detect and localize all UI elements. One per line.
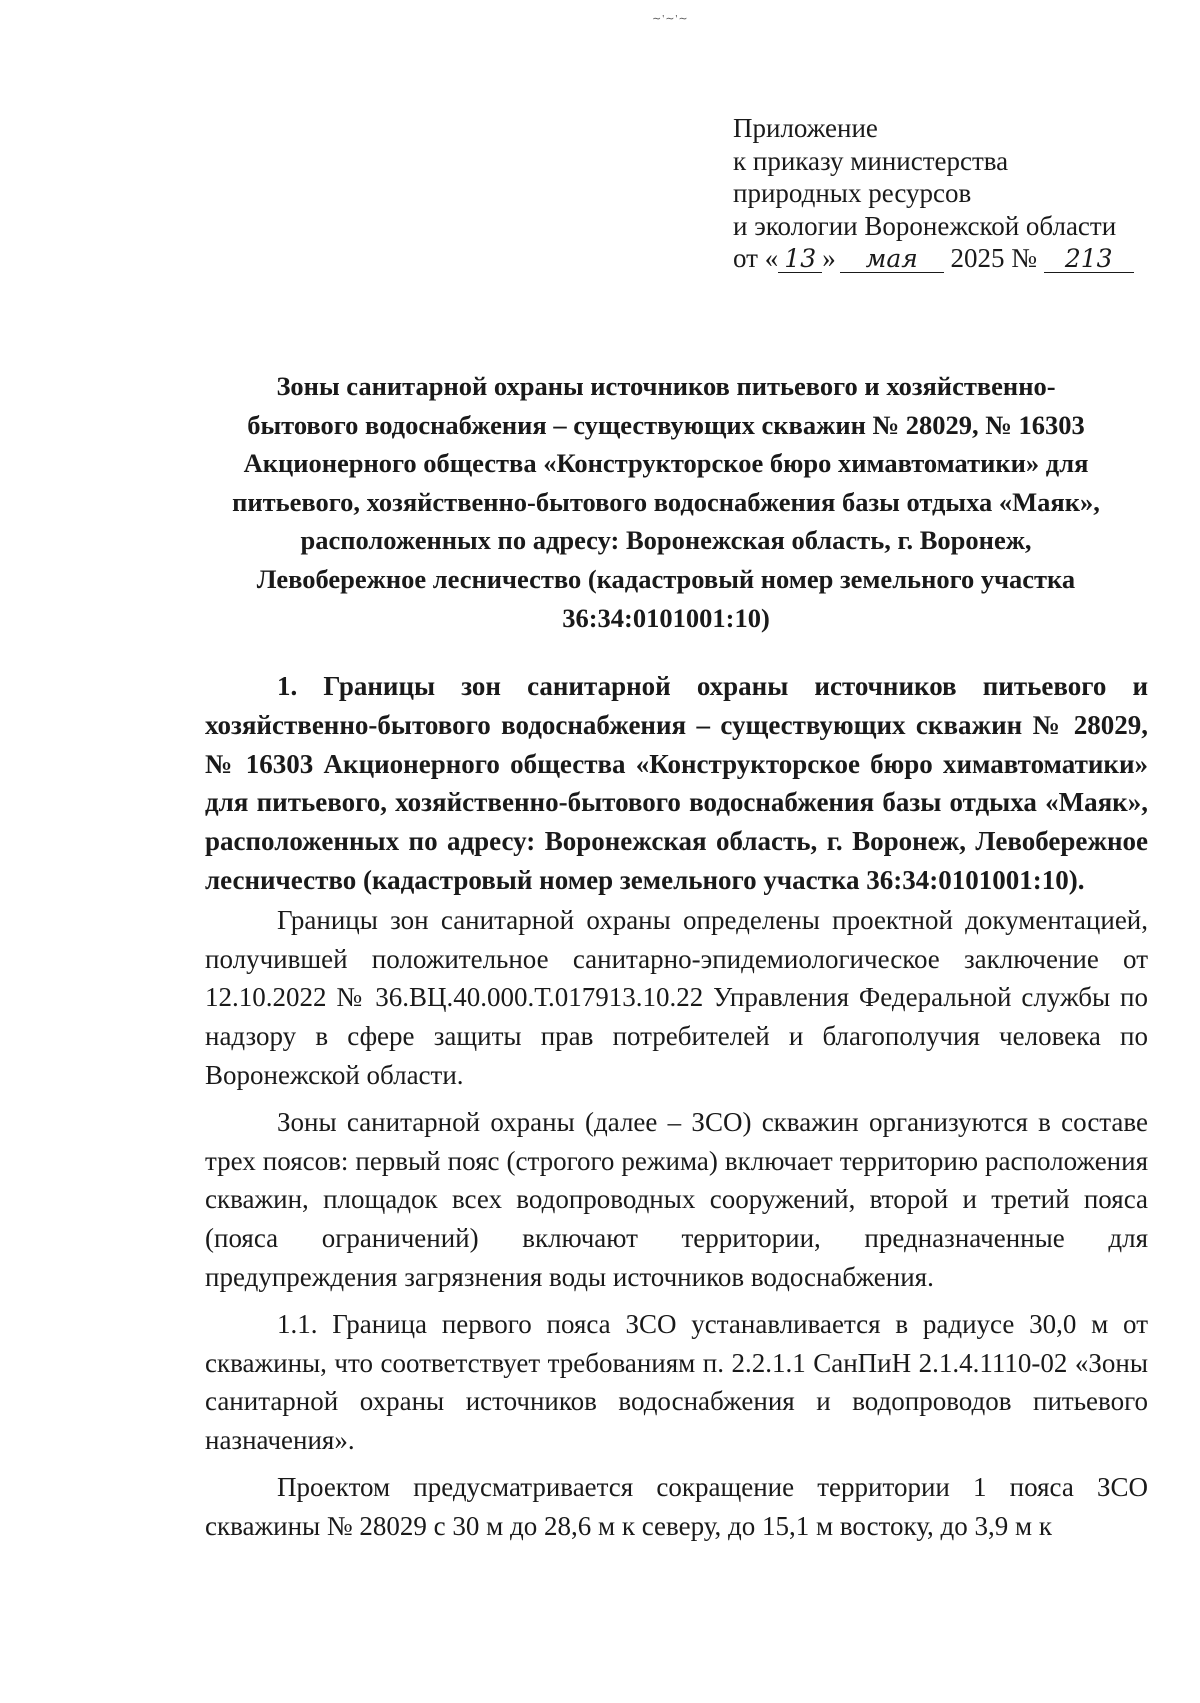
section-1-heading: 1. Границы зон санитарной охраны источников питьевого и хозяйственно-бытового водоснабжения – существующих скважин № 28029, № 16303 Акционерного общества «Конструкторское бюро химавтоматики» для питьевого, хозяйственно-бытового водоснабжения базы отдыха «Маяк», расположенных по адресу: Воронежская область, г. Воронеж, Левобережное лесничество (кадастровый номер земельного участка 36:34:0101001:10). bbox=[205, 671, 1148, 895]
date-close: » bbox=[822, 243, 836, 273]
order-number-handwritten: 213 bbox=[1044, 246, 1134, 273]
appendix-line: и экологии Воронежской области bbox=[733, 210, 1117, 241]
title-line: бытового водоснабжения – существующих скважин № 28029, № 16303 bbox=[247, 409, 1085, 440]
appendix-line: Приложение bbox=[733, 113, 878, 143]
paragraph: 1.1. Граница первого пояса ЗСО устанавливается в радиусе 30,0 м от скважины, что соответствует требованиям п. 2.2.1.1 СанПиН 2.1.4.1110-02 «Зоны санитарной охраны источников водоснабжения и водопроводов питьевого назначения». bbox=[205, 1308, 1148, 1456]
paragraph: Границы зон санитарной охраны определены проектной документацией, получившей положительное санитарно-эпидемиологическое заключение от 12.10.2022 № 36.ВЦ.40.000.Т.017913.10.22 Управления Федеральной службы по надзору в сфере защиты прав потребителей и благополучия человека по Воронежской области. bbox=[205, 904, 1148, 1090]
date-year: 2025 № bbox=[950, 243, 1037, 273]
date-day-handwritten: 13 bbox=[778, 246, 822, 273]
top-scan-mark: ∼'∼'∼ bbox=[652, 13, 689, 25]
order-date-line bbox=[733, 242, 1173, 275]
date-prefix: от « bbox=[733, 243, 779, 273]
appendix-block bbox=[733, 112, 1173, 275]
paragraph: Проектом предусматривается сокращение территории 1 пояса ЗСО скважины № 28029 с 30 м до 28,6 м к северу, до 15,1 м востоку, до 3,9 м к bbox=[205, 1471, 1148, 1541]
title-line: Акционерного общества «Конструкторское бюро химавтоматики» для bbox=[243, 448, 1089, 479]
appendix-line: к приказу министерства bbox=[733, 145, 1009, 176]
title-line: Зоны санитарной охраны источников питьевого и хозяйственно- bbox=[276, 371, 1056, 401]
title-line: 36:34:0101001:10) bbox=[562, 602, 770, 633]
document-body bbox=[205, 667, 1148, 1546]
date-month-handwritten: мая bbox=[840, 246, 944, 273]
title-line: Левобережное лесничество (кадастровый номер земельного участка bbox=[256, 563, 1076, 594]
title-line: питьевого, хозяйственно-бытового водоснабжения базы отдыха «Маяк», bbox=[232, 486, 1100, 517]
appendix-line: природных ресурсов bbox=[733, 178, 972, 208]
title-line: расположенных по адресу: Воронежская область, г. Воронеж, bbox=[300, 525, 1032, 556]
document-title bbox=[196, 367, 1136, 637]
paragraph: Зоны санитарной охраны (далее – ЗСО) скважин организуются в составе трех поясов: первый пояс (строгого режима) включает территорию расположения скважин, площадок всех водопроводных сооружений, второй и третий пояса (пояса ограничений) включают территории, предназначенные для предупреждения загрязнения воды источников водоснабжения. bbox=[205, 1106, 1148, 1292]
